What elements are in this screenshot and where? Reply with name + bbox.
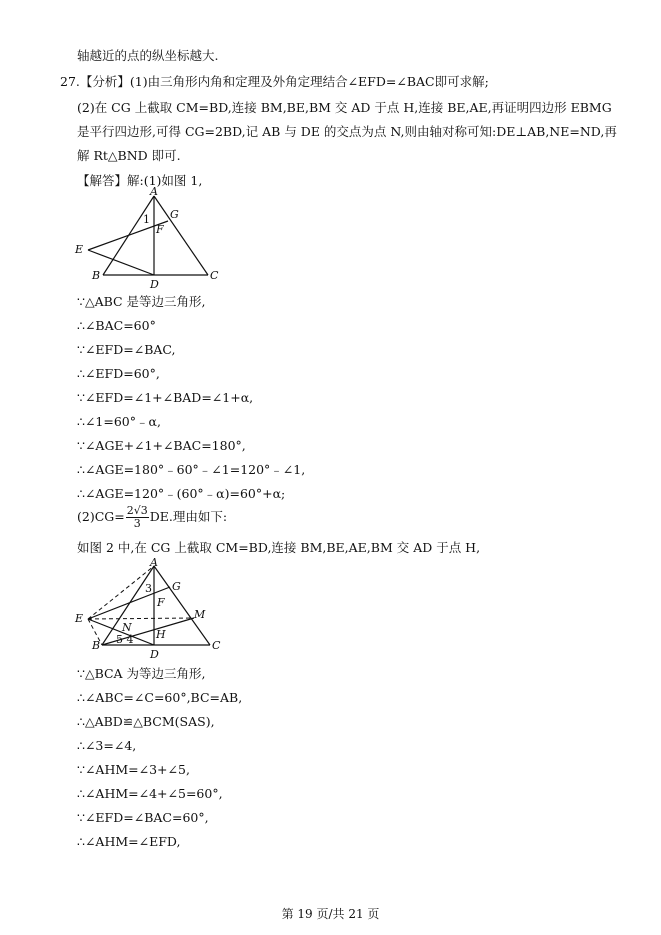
label-H: H [156,628,166,641]
text-line: ∵∠AHM=∠3+∠5, [77,762,190,777]
text-line: ∵∠AGE+∠1+∠BAC=180°, [77,438,246,453]
label-G: G [170,208,179,221]
label-D: D [150,648,159,661]
text-line: 如图 2 中,在 CG 上截取 CM=BD,连接 BM,BE,AE,BM 交 AD 于点 H, [77,540,481,555]
text-line: ∴∠AHM=∠4+∠5=60°, [77,786,223,801]
label-angles-5-4: 5 4 [116,633,134,646]
text-line: ∵△BCA 为等边三角形, [77,666,206,681]
part2-conclusion [77,502,227,532]
text-line: ∴∠3=∠4, [77,738,137,753]
label-M: M [194,608,206,621]
label-F: F [156,223,164,236]
text-line: ∴△ABD≌△BCM(SAS), [77,714,215,729]
label-B: B [92,639,101,652]
analysis-heading: 27.【分析】(1)由三角形内角和定理及外角定理结合∠EFD=∠BAC即可求解; [60,74,489,89]
text-line: ∵∠EFD=∠1+∠BAD=∠1+α, [77,390,254,405]
part2-suffix: DE.理由如下: [149,509,228,524]
text-line: ∴∠1=60°﹣α, [77,414,161,429]
fraction-numerator: 2√3 [126,504,148,517]
figure-2 [70,555,230,660]
label-N: N [122,621,132,634]
label-A: A [150,185,158,198]
fraction [126,505,149,530]
page-footer: 第 19 页/共 21 页 [281,907,380,921]
label-F: F [157,596,165,609]
text-line: 解 Rt△BND 即可. [77,148,181,163]
text-line: 是平行四边形,可得 CG=2BD,记 AB 与 DE 的交点为点 N,则由轴对称可知:DE⊥AB,NE=ND,再 [77,124,617,139]
text-line: (2)在 CG 上截取 CM=BD,连接 BM,BE,BM 交 AD 于点 H,连接 BE,AE,再证明四边形 EBMG [77,100,612,115]
label-D: D [150,278,159,291]
label-B: B [92,269,101,282]
text-line: ∴∠BAC=60° [77,318,156,333]
figure-1 [70,183,230,291]
label-C: C [210,269,219,282]
text-line: ∴∠AGE=180°﹣60°﹣∠1=120°﹣∠1, [77,462,306,477]
text-line: 轴越近的点的纵坐标越大. [77,48,219,63]
text-line: ∴∠AGE=120°﹣(60°﹣α)=60°+α; [77,486,286,501]
label-angle-3: 3 [145,582,152,595]
text-line: ∴∠ABC=∠C=60°,BC=AB, [77,690,243,705]
solution-heading: 【解答】解:(1)如图 1, [77,173,203,188]
label-A: A [150,556,158,569]
text-line: ∴∠EFD=60°, [77,366,160,381]
text-line: ∵∠EFD=∠BAC=60°, [77,810,209,825]
label-C: C [212,639,221,652]
part2-prefix: (2)CG= [77,509,125,524]
text-line: ∴∠AHM=∠EFD, [77,834,181,849]
text-line: ∵△ABC 是等边三角形, [77,294,206,309]
fraction-denominator: 3 [133,517,141,530]
label-G: G [172,580,181,593]
label-angle-1: 1 [143,213,150,226]
text-line: ∵∠EFD=∠BAC, [77,342,176,357]
label-E: E [75,612,84,625]
label-E: E [75,243,84,256]
